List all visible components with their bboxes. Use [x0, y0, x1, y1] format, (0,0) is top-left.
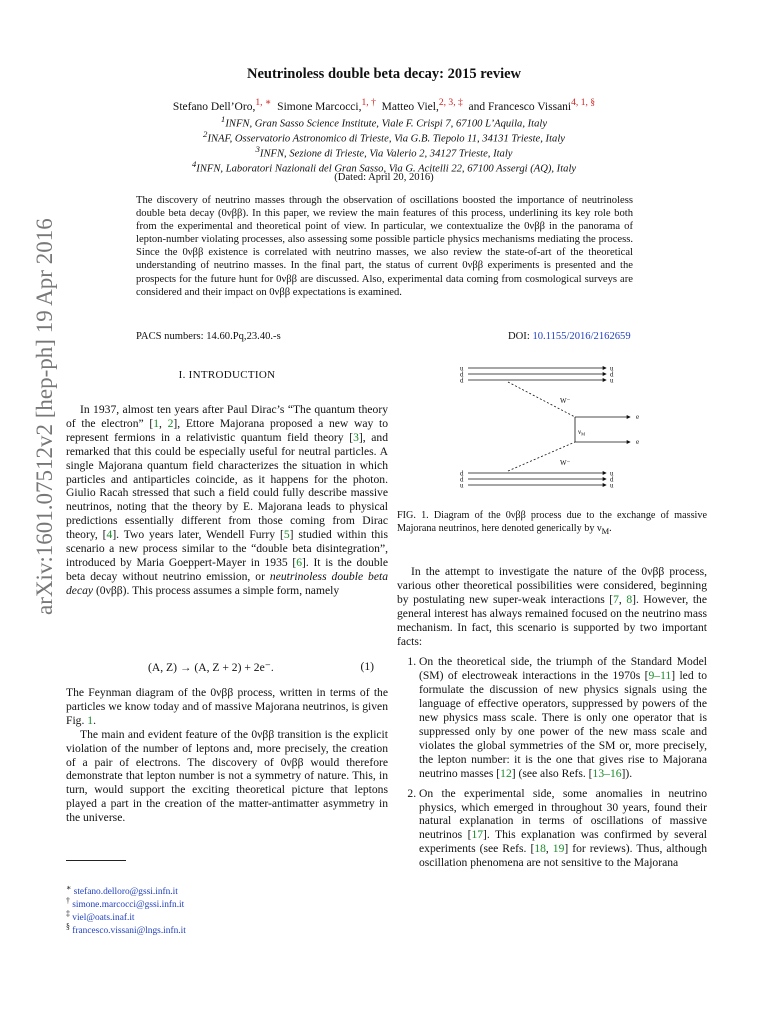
facts-list [397, 655, 707, 870]
citation-link[interactable]: 12 [500, 766, 512, 780]
citation-link[interactable]: 19 [552, 842, 565, 856]
footnote: † simone.marcocci@gssi.infn.it [66, 896, 185, 911]
citation-link[interactable]: 5 [283, 528, 290, 542]
citation-link[interactable]: 7 [613, 592, 619, 606]
intro-paragraph-2: The Feynman diagram of the 0νββ process, written in terms of the particles we know today and of massive Majorana neutrinos, is given Fig. 1. The main and evident feature of the 0νββ transition is the explicit violation of the number of leptons and, more precisely, the creation of a pair of electrons. The discovery of 0νββ would therefore demonstrate that lepton number is not a symmetry of nature. This, in turn, would support the exciting theoretical picture that leptons played a part in the creation of the matter-antimatter asymmetry in the universe. [66, 686, 388, 825]
paper-title: Neutrinoless double beta decay: 2015 review [247, 66, 521, 82]
author-affiliation-mark[interactable]: 4, 1, § [571, 97, 596, 108]
citation-link[interactable]: 18 [534, 842, 546, 856]
quark-label: u [460, 481, 464, 490]
figure-link[interactable]: 1 [87, 713, 94, 727]
affiliation-number: 2 [203, 129, 208, 139]
list-item: 2. On the experimental side, some anomalies in neutrino physics, which emerged in throughout 30 years, found their natural explanation in terms of oscillations of massive neutrinos [17]. This explanation was confirmed by several experiments (see Refs. [18, 19] for reviews). Thus, although oscillation phenomena are not sensitive to the Majorana [419, 787, 707, 870]
affiliation-number: 3 [255, 144, 260, 154]
figure-caption: FIG. 1. Diagram of the 0νββ process due to the exchange of massive Majorana neutrinos, here denoted generically by $\nu_M$. [397, 510, 707, 536]
citation-link[interactable]: 4 [106, 528, 113, 542]
footnote: ∗ stefano.delloro@gssi.infn.it [66, 883, 178, 898]
doi-link[interactable]: 10.1155/2016/2162659 [532, 331, 631, 342]
intro-paragraph-1: In 1937, almost ten years after Paul Dirac’s “The quantum theory of the electron” [1, 2], Ettore Majorana proposed a new way to represent fermions in a relativistic quantum field theory [3], and remarked that this could be especially useful for neutral particles. A single Majorana quantum field characterizes the situation in which particles and antiparticles coincide, as it happens for the photon. Giulio Racah stressed that such a field could fully describe massive neutrinos, noting that the theory by E. Majorana leads to physical predictions essentially different from those coming from Dirac theory, [4]. Two years later, Wendell Furry [5] studied within this scenario a new process similar to the “double beta disintegration”, introduced by Maria Goeppert-Mayer in 1935 [6]. It is the double beta decay without neutrino emission, or neutrinoless double beta decay (0νββ). This process assumes a simple form, namely [66, 403, 389, 597]
author-name: Simone Marcocci, [277, 100, 362, 113]
email-link[interactable]: simone.marcocci@gssi.infn.it [72, 900, 185, 911]
affiliation-text: INAF, Osservatorio Astronomico di Trieste, Via G.B. Tiepolo 11, 34131 Trieste, Italy [207, 133, 565, 145]
author-name: Matteo Viel, [381, 100, 439, 113]
footnote: § francesco.vissani@lngs.infn.it [66, 922, 186, 937]
author-affiliation-mark[interactable]: 1, † [361, 97, 376, 108]
author-name: and Francesco Vissani [468, 100, 572, 113]
electron-label: e [636, 413, 640, 421]
quark-label: u [460, 364, 464, 373]
quark-label: d [460, 370, 464, 379]
abstract: The discovery of neutrino masses through the observation of oscillations boosted the importance of neutrinoless double beta decay (0νββ). In this paper, we review the main features of this process, underlining its key role both from the experimental and theoretical point of view. In particular, we contextualize the 0νββ in the panorama of lepton-number violating processes, also assessing some possible particle physics mechanisms mediating the process. Since the 0νββ existence is correlated with neutrino masses, we also review the state-of-art of the theoretical understanding of neutrino masses. In the final part, the status of current 0νββ experiments is presented and the prospects for the future hunt for 0νββ are discussed. Also, experimental data coming from cosmological surveys are considered and their impact on 0νββ expectations is examined. [136, 195, 633, 298]
citation-link[interactable]: 8 [626, 592, 633, 606]
quark-label: d [460, 475, 464, 484]
equation-number: (1) [360, 660, 374, 673]
quark-label: u [610, 481, 614, 490]
citation-link[interactable]: 13–16 [592, 766, 622, 780]
quark-label: d [460, 376, 464, 385]
quark-label: u [610, 364, 614, 373]
date-line: (Dated: April 20, 2016) [334, 172, 434, 183]
email-link[interactable]: francesco.vissani@lngs.infn.it [72, 926, 186, 937]
affiliation-text: INFN, Gran Sasso Science Institute, Viale F. Crispi 7, 67100 L’Aquila, Italy [225, 118, 548, 130]
author-name: Stefano Dell’Oro, [172, 100, 256, 113]
affiliation-number: 1 [220, 114, 226, 124]
footnote: ‡ viel@oats.inaf.it [66, 909, 135, 924]
intro-paragraph-3: The main and evident feature of the 0νββ transition is the explicit violation of the number of leptons and, more precisely, the creation of a pair of electrons. The discovery of 0νββ would therefore demonstrate that lepton number is not a symmetry of nature. This, in turn, would support the exciting theoretical picture that leptons played a part in the creation of the matter-antimatter asymmetry in the universe. [66, 727, 388, 825]
citation-link[interactable]: 3 [353, 430, 359, 444]
author-list [0, 97, 768, 113]
pacs-numbers: PACS numbers: 14.60.Pq,23.40.-s [136, 331, 281, 342]
citation-link[interactable]: 2 [167, 416, 174, 430]
quark-label: d [610, 370, 614, 379]
email-link[interactable]: viel@oats.inaf.it [72, 913, 135, 924]
quark-label: u [610, 376, 614, 385]
author-affiliation-mark[interactable]: 2, 3, ‡ [438, 97, 463, 108]
doi-label: DOI: [508, 331, 530, 342]
quark-label: d [610, 475, 614, 484]
quark-label: u [610, 469, 614, 478]
quark-label: d [460, 469, 464, 478]
doi [508, 331, 631, 342]
feynman-diagram [450, 362, 650, 500]
affiliation-text: INFN, Laboratori Nazionali del Gran Sasso, Via G. Acitelli 22, 67100 Assergi (AQ), Italy [196, 163, 577, 175]
equation-text: (A, Z) → (A, Z + 2) + 2e⁻. [148, 661, 274, 674]
affiliation-number: 4 [191, 159, 197, 169]
affiliation-text: INFN, Sezione di Trieste, Via Valerio 2, 34127 Trieste, Italy [259, 148, 513, 160]
arxiv-identifier: arXiv:1601.07512v2 [hep-ph] 19 Apr 2016 [32, 218, 57, 615]
citation-link[interactable]: 6 [296, 555, 303, 569]
section-heading: I. INTRODUCTION [178, 369, 276, 381]
w-label: W⁻ [560, 459, 571, 467]
electron-label: e [636, 438, 640, 446]
author-affiliation-mark[interactable]: 1, ∗ [255, 97, 272, 108]
list-item: 1. On the theoretical side, the triumph of the Standard Model (SM) of electroweak interactions in the 1970s [9–11] led to formulate the discussion of new physics signals using the language of effective operators, suppressed by powers of the new physics mass scale. There is only one operator that is suppressed only by one power of the new mass scale and violates the global symmetries of the SM or, more precisely, the lepton number: it is the one that gives rise to Majorana neutrino masses [12] (see also Refs. [13–16]). [419, 655, 707, 780]
w-label: W⁻ [560, 397, 571, 405]
citation-link[interactable]: 9–11 [648, 669, 672, 683]
neutrino-label: $\nu_M$ [578, 428, 586, 437]
citation-link[interactable]: 17 [471, 828, 484, 842]
right-column-text: In the attempt to investigate the nature of the 0νββ process, various other theoretical possibilities were considered, beginning by postulating new super-weak interactions [7, 8]. However, the general interest has always remained focused on the neutrino mass mechanism. In fact, this scenario is supported by two important facts: 1. On the theoretical side, the triumph of the Standard Model (SM) of electroweak interactions in the 1970s [9–11] led to formulate the discussion of new physics signals using the language of effective operators, suppressed by powers of the new physics mass scale. There is only one operator that is suppressed only by one power of the new mass scale and violates the global symmetries of the SM or, more precisely, the lepton number: it is the one that gives rise to Majorana neutrino masses [12] (see also Refs. [13–16]). 2. On the experimental side, some anomalies in neutrino physics, which emerged in throughout 30 years, found their natural explanation in terms of oscillations of massive neutrinos [17]. This explanation was confirmed by several experiments (see Refs. [18, 19] for reviews). Thus, although oscillation phenomena are not sensitive to the Majorana [397, 565, 707, 876]
citation-link[interactable]: 1 [153, 416, 160, 430]
footnote-rule [66, 860, 126, 861]
email-link[interactable]: stefano.delloro@gssi.infn.it [73, 887, 178, 898]
